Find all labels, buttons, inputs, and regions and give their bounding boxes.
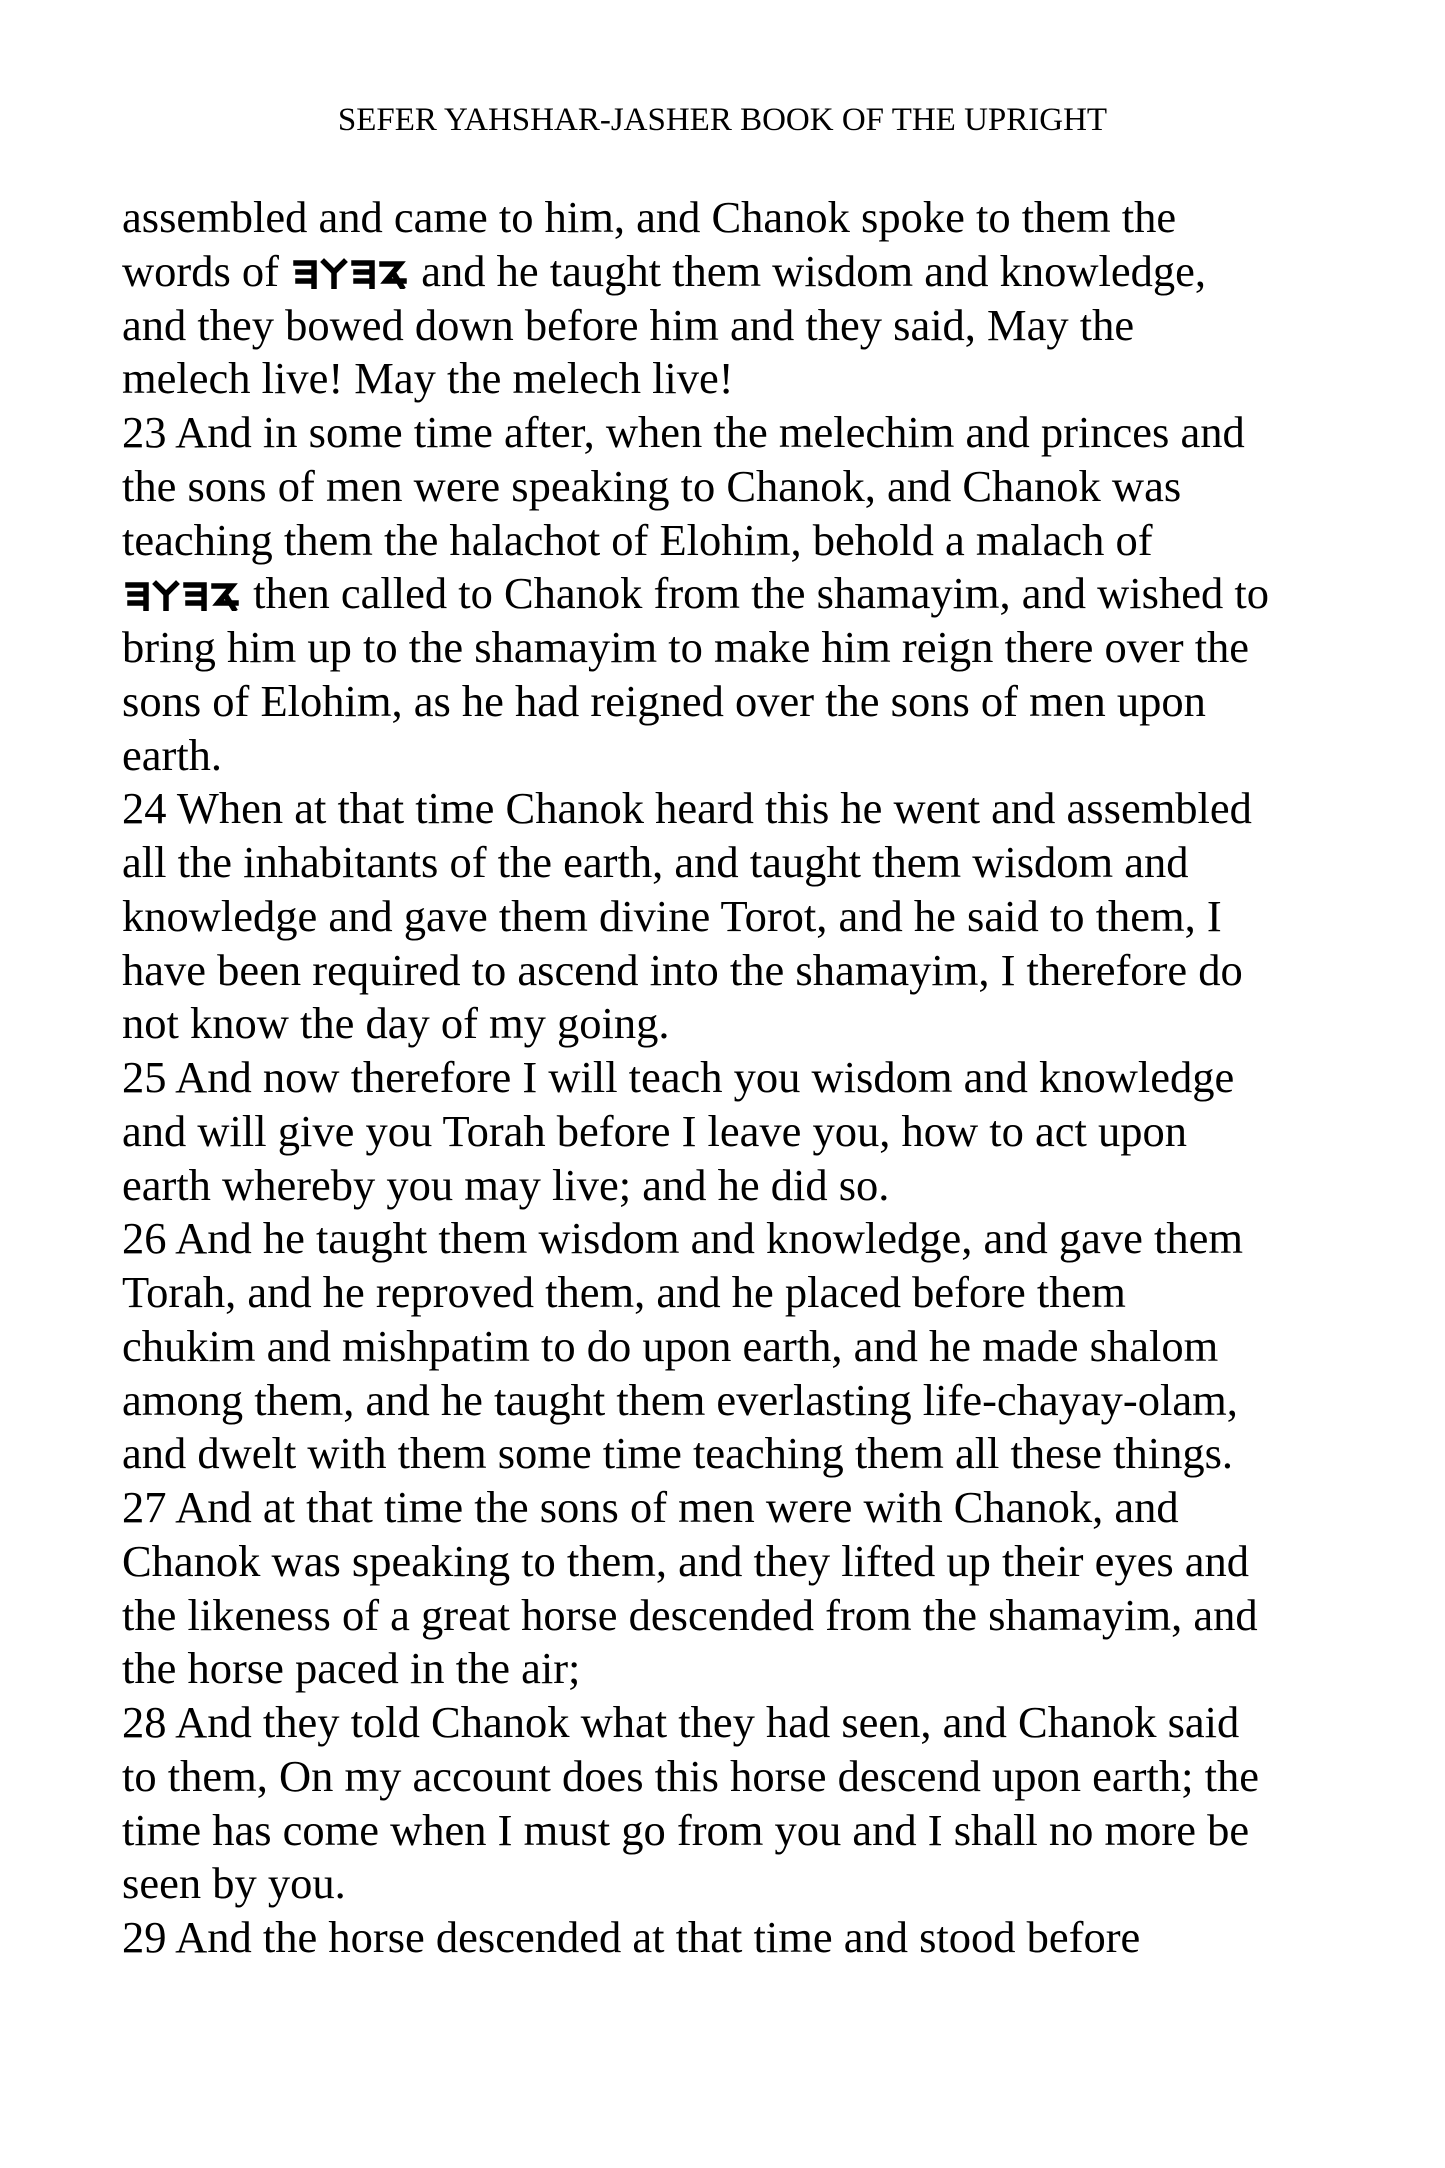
text-line: all the inhabitants of the earth, and taught them wisdom and xyxy=(122,837,1189,887)
text-segment: then called to Chanok from the shamayim, and wished to xyxy=(253,568,1269,619)
text-line: the likeness of a great horse descended from the shamayim, and xyxy=(122,1589,1258,1640)
text-line: 27 And at that time the sons of men were with Chanok, and xyxy=(122,1482,1179,1532)
text-line: sons of Elohim, as he had reigned over the sons of men upon xyxy=(122,675,1206,726)
paleo-hebrew-yhwh-icon xyxy=(122,579,240,611)
text-line: earth. xyxy=(122,729,223,780)
text-line: Chanok was speaking to them, and they lifted up their eyes and xyxy=(122,1535,1250,1586)
text-line: and will give you Torah before I leave you, how to act upon xyxy=(122,1105,1188,1156)
text-line: the horse paced in the air; xyxy=(122,1643,581,1694)
text-line: bring him up to the shamayim to make him reign there over the xyxy=(122,622,1250,672)
text-line: time has come when I must go from you and I shall no more be xyxy=(122,1804,1250,1855)
text-line: 23 And in some time after, when the melechim and princes and xyxy=(122,407,1245,457)
text-line: to them, On my account does this horse descend upon earth; the xyxy=(122,1750,1259,1801)
body-text xyxy=(122,191,1422,1965)
text-line: 29 And the horse descended at that time and stood before xyxy=(122,1912,1141,1962)
text-line: and they bowed down before him and they said, May the xyxy=(122,299,1135,350)
text-line: assembled and came to him, and Chanok spoke to them the xyxy=(122,192,1177,242)
text-line: the sons of men were speaking to Chanok, and Chanok was xyxy=(122,460,1182,511)
text-line: chukim and mishpatim to do upon earth, and he made shalom xyxy=(122,1320,1219,1371)
text-segment: and he taught them wisdom and knowledge, xyxy=(421,245,1206,296)
text-line: teaching them the halachot of Elohim, behold a malach of xyxy=(122,514,1153,565)
text-line: 28 And they told Chanok what they had seen, and Chanok said xyxy=(122,1697,1240,1747)
text-line: knowledge and gave them divine Torot, and he said to them, I xyxy=(122,890,1222,941)
text-line: 24 When at that time Chanok heard this he went and assembled xyxy=(122,783,1252,834)
text-line: 26 And he taught them wisdom and knowledge, and gave them xyxy=(122,1213,1243,1264)
paleo-hebrew-yhwh-icon xyxy=(290,257,408,289)
text-line: melech live! May the melech live! xyxy=(122,353,734,404)
running-header: SEFER YAHSHAR-JASHER BOOK OF THE UPRIGHT xyxy=(337,102,1108,138)
text-line: among them, and he taught them everlasting life-chayay-olam, xyxy=(122,1374,1238,1425)
text-line: not know the day of my going. xyxy=(122,998,670,1049)
text-line: seen by you. xyxy=(122,1858,346,1909)
text-line: 25 And now therefore I will teach you wisdom and knowledge xyxy=(122,1052,1235,1102)
text-line: have been required to ascend into the shamayim, I therefore do xyxy=(122,944,1243,995)
text-line: and dwelt with them some time teaching them all these things. xyxy=(122,1428,1234,1479)
text-line: Torah, and he reproved them, and he placed before them xyxy=(122,1267,1126,1317)
text-segment: words of xyxy=(122,245,291,296)
text-line xyxy=(122,245,1422,299)
text-line xyxy=(122,567,1422,621)
text-line: earth whereby you may live; and he did so. xyxy=(122,1159,890,1210)
